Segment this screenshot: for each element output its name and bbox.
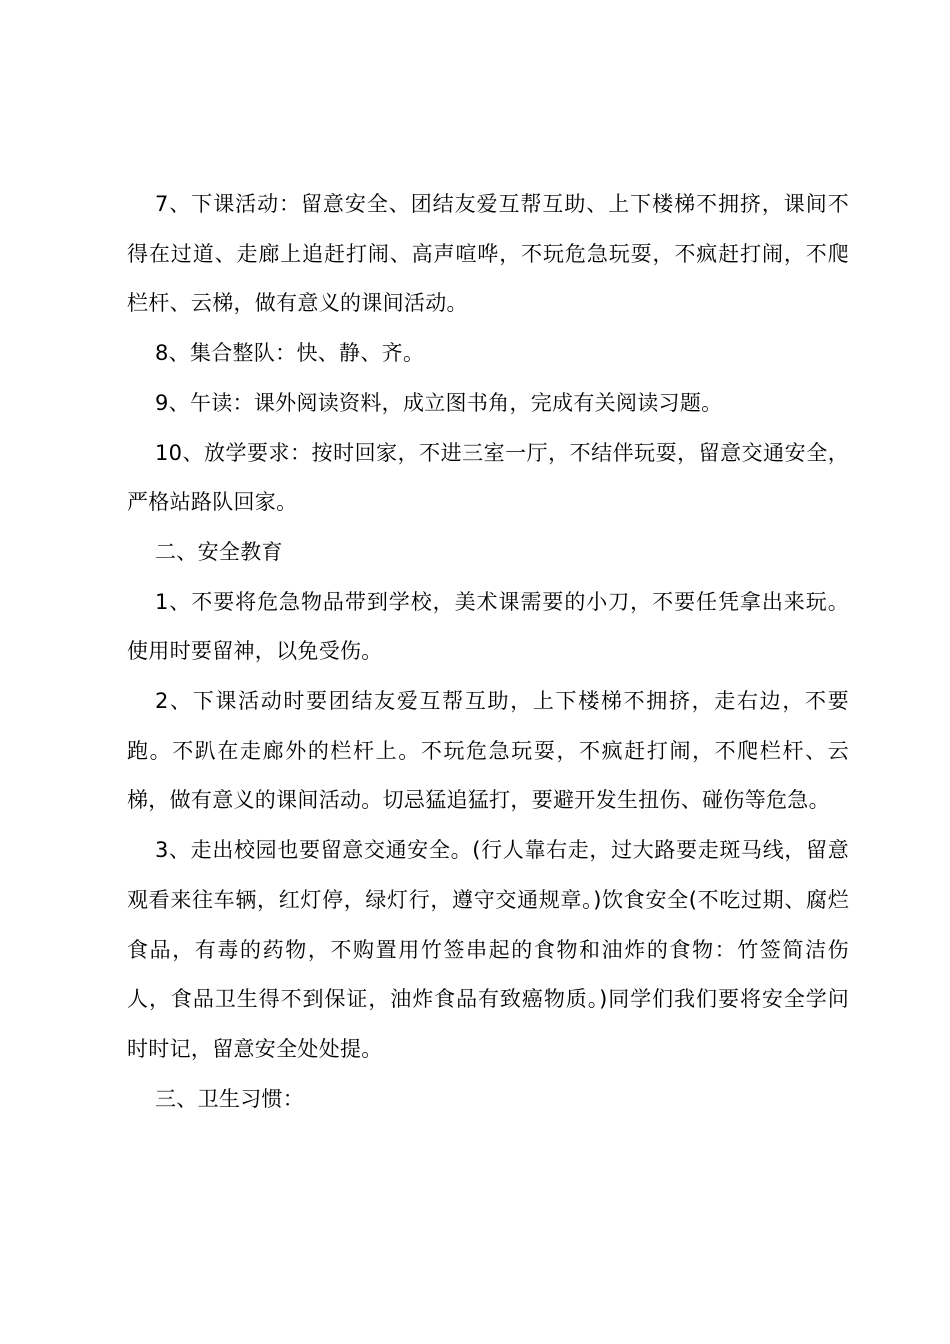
paragraph-item-8-assembly: 8、集合整队：快、静、齐。 [155,341,425,366]
section-heading-hygiene-habits: 三、卫生习惯： [155,1086,305,1111]
paragraph-item-9-noon-reading: 9、午读：课外阅读资料，成立图书角，完成有关阅读习题。 [155,390,723,415]
paragraph-safety-1-dangerous-items: 1、不要将危急物品带到学校，美术课需要的小刀，不要任凭拿出来玩。使用时要留神，以免受伤。 [127,589,849,664]
document-body [127,180,849,1124]
paragraph-safety-3-traffic-food: 3、走出校园也要留意交通安全。(行人靠右走，过大路要走斑马线，留意观看来往车辆，红灯停，绿灯行，遵守交通规章。)饮食安全(不吃过期、腐烂食品，有毒的药物，不购置用竹签串起的食物和油炸的食物：竹签简洁伤人，食品卫生得不到保证，油炸食品有致癌物质。)同学们我们要将安全学问时时记，留意安全处处提。 [127,838,849,1061]
paragraph-safety-2-recess-activity: 2、下课活动时要团结友爱互帮互助，上下楼梯不拥挤，走右边，不要跑。不趴在走廊外的栏杆上。不玩危急玩耍，不疯赶打闹，不爬栏杆、云梯，做有意义的课间活动。切忌猛追猛打，要避开发生扭伤、碰伤等危急。 [127,689,849,813]
paragraph-item-7-recess: 7、下课活动：留意安全、团结友爱互帮互助、上下楼梯不拥挤，课间不得在过道、走廊上追赶打闹、高声喧哗，不玩危急玩耍，不疯赶打闹，不爬栏杆、云梯，做有意义的课间活动。 [127,192,849,316]
paragraph-item-10-dismissal: 10、放学要求：按时回家，不进三室一厅，不结伴玩耍，留意交通安全，严格站路队回家。 [127,440,849,515]
section-heading-safety-education: 二、安全教育 [155,539,283,564]
